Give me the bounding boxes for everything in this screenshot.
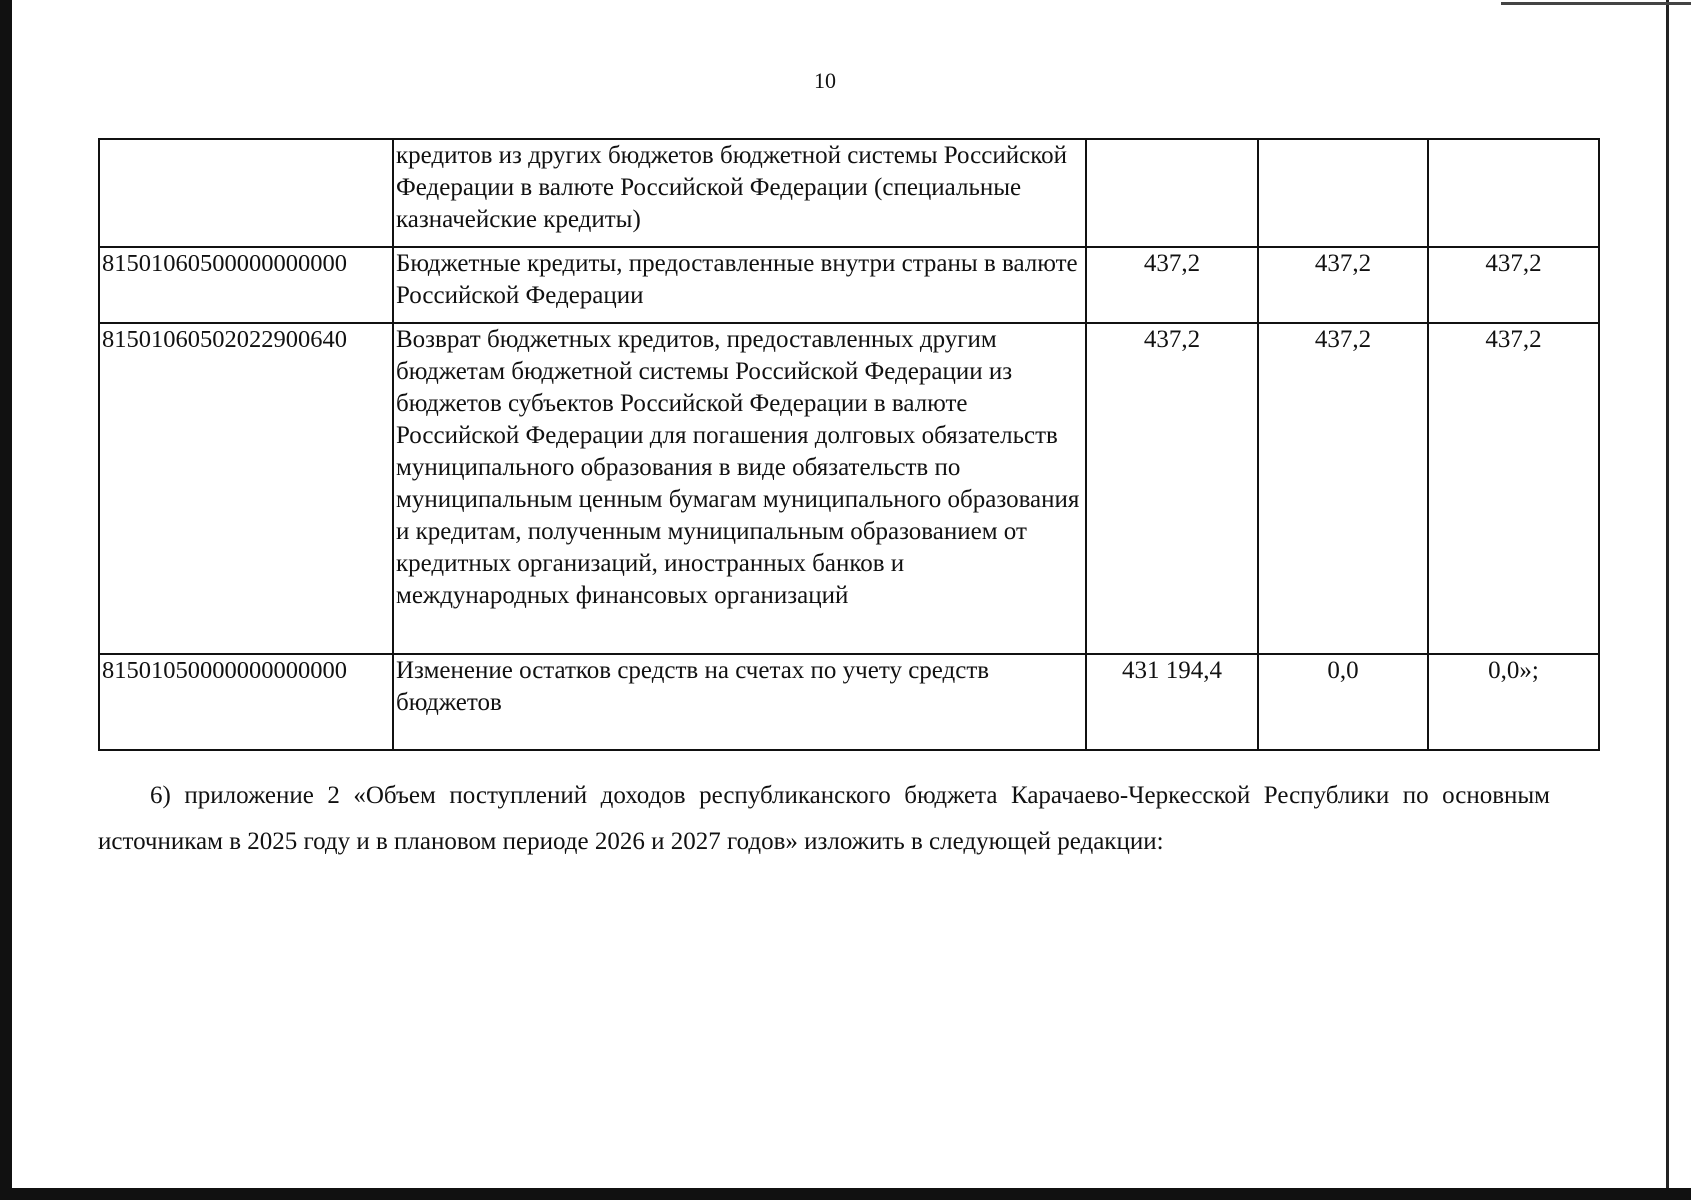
row-value-2026	[1258, 139, 1428, 247]
row-value-2026: 0,0	[1258, 654, 1428, 750]
row-value-2027	[1428, 139, 1599, 247]
row-code: 81501060500000000000	[99, 247, 393, 323]
amendment-paragraph: 6) приложение 2 «Объем поступлений доходов республиканского бюджета Карачаево-Черкесской Республики по основным источникам в 2025 году и в плановом периоде 2026 и 2027 годов» изложить в следующей редакции:	[98, 782, 1550, 855]
row-value-2027: 437,2	[1428, 247, 1599, 323]
row-name: Возврат бюджетных кредитов, предоставленных другим бюджетам бюджетной системы Российской Федерации из бюджетов субъектов Российской Федерации в валюте Российской Федерации для погашения долговых обязательств муниципального образования в виде обязательств по муниципальным ценным бумагам муниципального образования и кредитам, полученным муниципальным образованием от кредитных организаций, иностранных банков и международных финансовых организаций	[393, 323, 1086, 654]
row-value-2026: 437,2	[1258, 247, 1428, 323]
table-row	[99, 323, 1599, 654]
row-value-2027: 0,0»;	[1428, 654, 1599, 750]
row-value-2027: 437,2	[1428, 323, 1599, 654]
scan-edge-right	[1666, 0, 1669, 1188]
table-row	[99, 139, 1599, 247]
table-row	[99, 247, 1599, 323]
row-value-2025: 437,2	[1086, 247, 1258, 323]
scan-edge-top	[1501, 2, 1691, 5]
row-code	[99, 139, 393, 247]
row-name: кредитов из других бюджетов бюджетной системы Российской Федерации в валюте Российской Федерации (специальные казначейские кредиты)	[393, 139, 1086, 247]
row-code: 81501050000000000000	[99, 654, 393, 750]
page-number: 10	[814, 68, 836, 93]
row-value-2025	[1086, 139, 1258, 247]
row-name: Бюджетные кредиты, предоставленные внутри страны в валюте Российской Федерации	[393, 247, 1086, 323]
table-row	[99, 654, 1599, 750]
row-value-2025: 431 194,4	[1086, 654, 1258, 750]
row-value-2026: 437,2	[1258, 323, 1428, 654]
sources-table	[98, 138, 1600, 751]
row-name: Изменение остатков средств на счетах по учету средств бюджетов	[393, 654, 1086, 750]
row-value-2025: 437,2	[1086, 323, 1258, 654]
row-code: 81501060502022900640	[99, 323, 393, 654]
